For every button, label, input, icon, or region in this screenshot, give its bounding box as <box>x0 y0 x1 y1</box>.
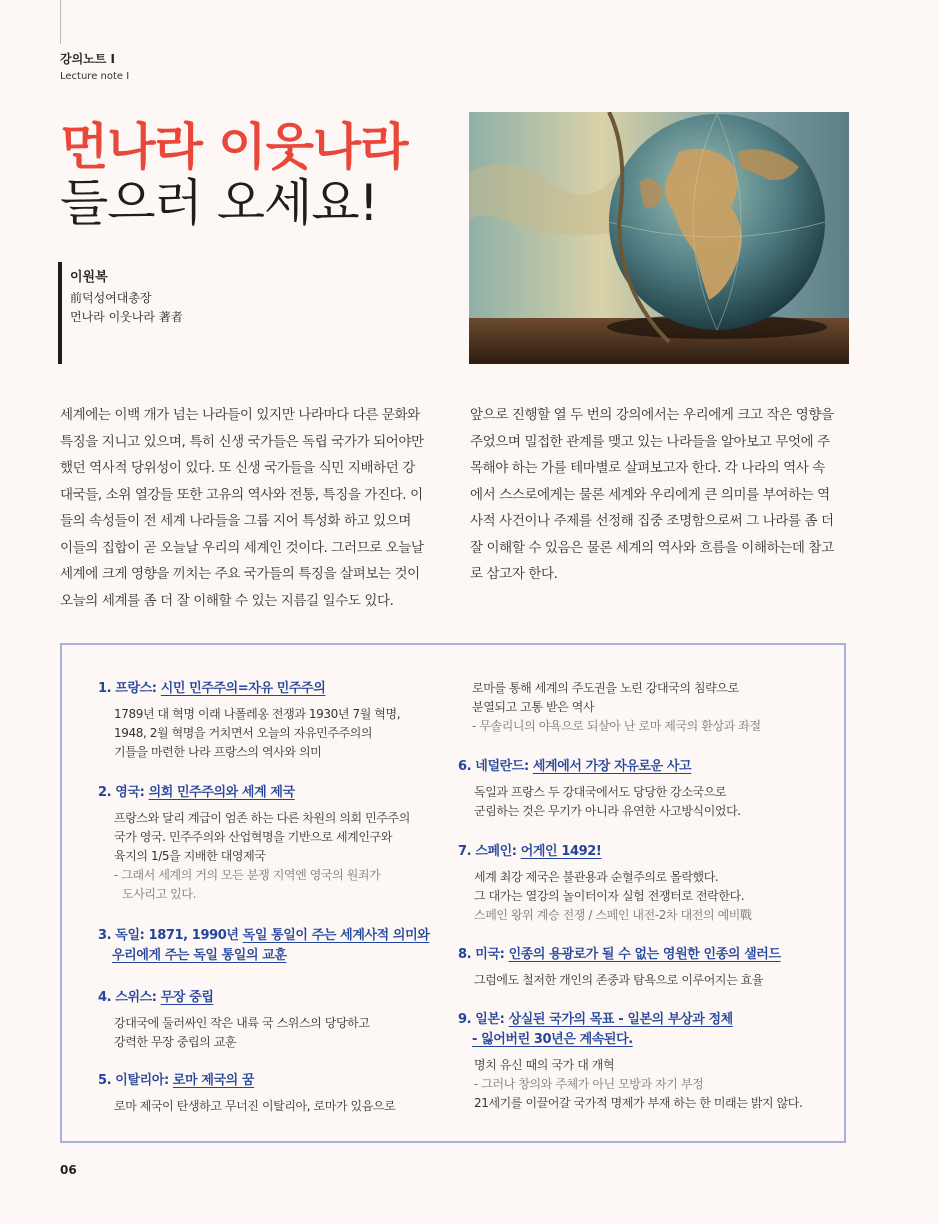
intro-line: 사적 사건이나 주제를 선정해 집중 조명함으로써 그 나라를 좀 더 <box>470 513 834 529</box>
intro-line: 들의 속성들이 전 세계 나라들을 그룹 지어 특성화 하고 있으며 <box>60 513 412 529</box>
intro-line: 했던 역사적 당위성이 있다. 또 신생 국가들을 식민 지배하던 강 <box>60 460 415 476</box>
intro-line: 주었으며 밀접한 관계를 맺고 있는 나라들을 알아보고 무엇에 주 <box>470 433 830 450</box>
globe-photo <box>469 112 849 364</box>
lecture-description: 세계 최강 제국은 불관용과 순혈주의로 몰락했다. 그 대가는 열강의 놀이터이자 실험 전쟁터로 전락한다. 스페인 왕위 계승 전쟁 / 스페인 내전-2차 대전의 예비戰 <box>474 870 752 922</box>
lecture-item-uk <box>98 783 448 904</box>
lecture-heading: 5. 이탈리아: 로마 제국의 꿈 <box>98 1073 255 1088</box>
author-role: 前덕성여대총장 <box>70 291 152 305</box>
intro-line: 이들의 집합이 곧 오늘날 우리의 세계인 것이다. 그러므로 오늘날 <box>60 539 424 556</box>
lecture-item-japan <box>458 1010 828 1113</box>
lecture-description: 강대국에 둘러싸인 작은 내륙 국 스위스의 당당하고 강력한 무장 중립의 교훈 <box>114 1016 370 1049</box>
intro-line: 에서 스스로에게는 물론 세계와 우리에게 큰 의미를 부여하는 역 <box>470 486 830 503</box>
intro-line: 앞으로 진행할 열 두 번의 강의에서는 우리에게 크고 작은 영향을 <box>470 407 834 423</box>
lecture-heading-cont: - 잃어버린 30년은 계속된다. <box>472 1032 633 1047</box>
lecture-heading: 1. 프랑스: 시민 민주주의=자유 민주주의 <box>98 681 326 696</box>
lecture-item-france <box>98 679 448 762</box>
author-block <box>70 268 183 327</box>
lecture-heading: 7. 스페인: 어게인 1492! <box>458 844 602 859</box>
lecture-description: 독일과 프랑스 두 강대국에서도 당당한 강소국으로 군림하는 것은 무기가 아니라 유연한 사고방식이었다. <box>474 785 741 818</box>
lecture-description: 1789년 대 혁명 이래 나폴레옹 전쟁과 1930년 7월 혁명, 1948, 2월 혁명을 거치면서 오늘의 자유민주주의의 기틀을 마련한 나라 프랑스의 역사와 의미 <box>114 707 401 759</box>
lecture-item-usa <box>458 945 828 990</box>
intro-line: 목해야 하는 가를 테마별로 살펴보고자 한다. 각 나라의 역사 속 <box>470 460 825 476</box>
lecture-description: 그럼에도 철저한 개인의 존중과 탐욕으로 이루어지는 효율 <box>474 973 764 987</box>
author-book: 먼나라 이웃나라 著者 <box>70 310 183 324</box>
intro-line: 오늘의 세계를 좀 더 잘 이해할 수 있는 지름길 일수도 있다. <box>60 592 394 609</box>
lecture-heading-cont: 우리에게 주는 독일 통일의 교훈 <box>112 948 287 963</box>
lecture-item-italy <box>98 1071 448 1116</box>
lecture-list-box <box>60 643 846 1143</box>
page-number: 06 <box>60 1163 77 1177</box>
author-name: 이원복 <box>70 270 108 285</box>
lecture-heading: 3. 독일: 1871, 1990년 독일 통일이 주는 세계사적 의미와 <box>98 928 430 943</box>
author-bar <box>58 262 62 364</box>
lecture-description: 명치 유신 때의 국가 대 개혁 - 그러나 창의와 주체가 아닌 모방과 자기 부정 21세기를 이끌어갈 국가적 명제가 부재 하는 한 미래는 밝지 않다. <box>474 1058 803 1110</box>
intro-left-column <box>60 402 440 614</box>
title-line-1: 먼나라 이웃나라 <box>60 118 408 176</box>
intro-line: 로 삼고자 한다. <box>470 566 558 582</box>
intro-line: 세계에 크게 영향을 끼치는 주요 국가들의 특징을 살펴보는 것이 <box>60 566 420 582</box>
section-label <box>60 50 129 82</box>
title-line-2: 들으러 오세요! <box>60 174 378 232</box>
lecture-heading: 6. 네덜란드: 세계에서 가장 자유로운 사고 <box>458 759 692 774</box>
intro-right-column <box>470 402 850 588</box>
lecture-description: 프랑스와 달리 계급이 엄존 하는 다른 차원의 의회 민주주의 국가 영국. 민주주의와 산업혁명을 기반으로 세계인구와 육지의 1/5을 지배한 대영제국 - 그래서 세계의 거의 모든 분쟁 지역엔 영국의 원죄가 도사리고 있다. <box>114 811 410 901</box>
lecture-description: 로마 제국이 탄생하고 무너진 이탈리아, 로마가 있음으로 <box>114 1099 396 1113</box>
intro-line: 세계에는 이백 개가 넘는 나라들이 있지만 나라마다 다른 문화와 <box>60 407 420 423</box>
lecture-item-germany <box>98 926 448 966</box>
section-label-en: Lecture note I <box>60 71 130 82</box>
lecture-item-switzerland <box>98 988 448 1052</box>
page-title <box>60 120 408 230</box>
section-label-ko: 강의노트 I <box>60 52 116 66</box>
intro-line: 특징을 지니고 있으며, 특히 신생 국가들은 독립 국가가 되어야만 <box>60 433 424 450</box>
lecture-description: 로마를 통해 세계의 주도권을 노린 강대국의 침략으로 분열되고 고통 받은 역사 - 무솔리니의 야욕으로 되살아 난 로마 제국의 환상과 좌절 <box>472 681 761 733</box>
lecture-item-italy-cont <box>458 679 828 736</box>
lecture-heading: 2. 영국: 의회 민주주의와 세계 제국 <box>98 785 295 800</box>
lecture-item-spain <box>458 842 828 925</box>
lecture-item-netherlands <box>458 757 828 821</box>
intro-line: 잘 이해할 수 있음은 물론 세계의 역사와 흐름을 이해하는데 참고 <box>470 539 834 556</box>
lecture-heading: 4. 스위스: 무장 중립 <box>98 990 214 1005</box>
intro-line: 대국들, 소위 열강들 또한 고유의 역사와 전통, 특징을 가진다. 이 <box>60 486 423 503</box>
top-rule <box>60 0 61 44</box>
lecture-heading: 8. 미국: 인종의 용광로가 될 수 없는 영원한 인종의 샐러드 <box>458 947 781 962</box>
lecture-heading: 9. 일본: 상실된 국가의 목표 - 일본의 부상과 정체 <box>458 1012 733 1027</box>
